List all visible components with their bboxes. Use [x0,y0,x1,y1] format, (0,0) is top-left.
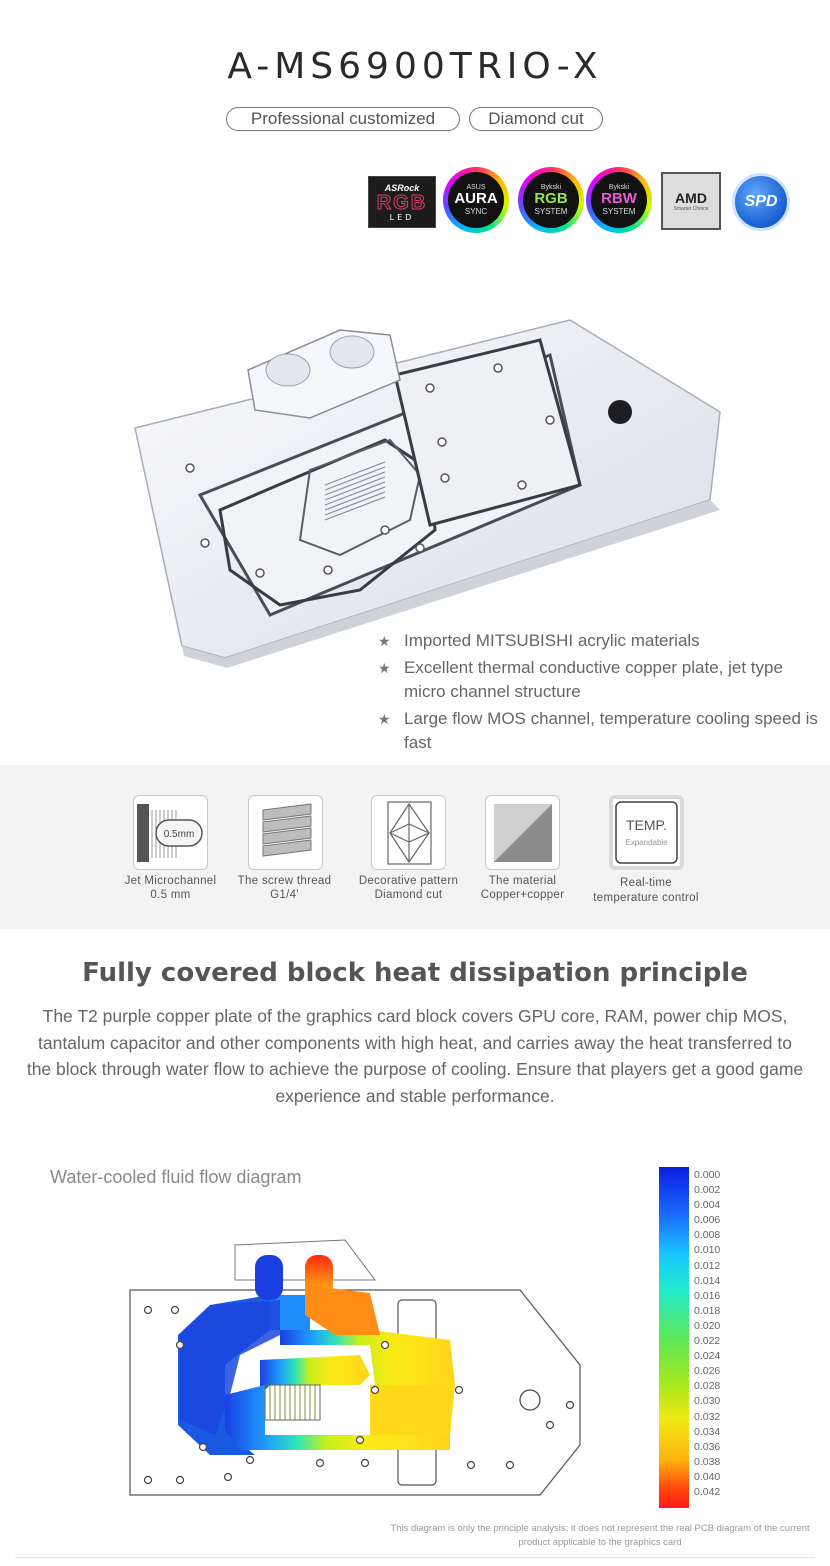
temp-text: TEMP. [626,817,667,833]
label-line2: Diamond cut [374,889,443,901]
scale-label: 0.016 [694,1289,721,1302]
scale-label: 0.000 [694,1169,721,1181]
amd-main-text: AMD [675,190,707,206]
bykski-rgb-main-text: RGB [534,190,568,207]
temp-sub-text: Expandable [625,838,668,847]
scale-label: 0.030 [694,1395,721,1408]
label-line1: Real-time [620,877,672,889]
feature-text: Imported MITSUBISHI acrylic materials [404,631,700,650]
flow-velocity-scale-labels [694,1168,720,1500]
spd-text: SPD [744,193,778,210]
principle-heading: Fully covered block heat dissipation principle [82,958,748,988]
scale-label: 0.036 [694,1440,721,1453]
scale-label: 0.022 [694,1335,721,1348]
feature-item [378,629,818,653]
star-icon: ★ [378,660,391,676]
scale-label: 0.032 [694,1410,721,1423]
spd-logo [732,173,790,231]
principle-paragraph: The T2 purple copper plate of the graphics card block covers GPU core, RAM, power chip MOS, tantalum capacitor and other components with high heat, and carries away the heat transferred to the block through water flow to achieve the purpose of cooling. Ensure that players get a good game experience and stable performance. [26,1006,804,1106]
flow-diagram-title: Water-cooled fluid flow diagram [50,1167,302,1187]
fluid-flow-diagram [120,1235,590,1505]
label-line1: The screw thread [237,875,332,887]
amd-logo [661,172,721,230]
feature-text: Excellent thermal conductive copper plate, jet type micro channel structure [404,658,783,701]
bykski-rbw-sub-text: SYSTEM [602,207,636,216]
scale-label: 0.010 [694,1244,721,1257]
feature-item [378,707,818,755]
scale-label: 0.040 [694,1470,721,1483]
scale-label: 0.026 [694,1365,721,1378]
bottom-divider [15,1557,815,1558]
product-title: A-MS6900TRIO-X [227,46,603,87]
label-line2: Copper+copper [480,889,565,901]
scale-label: 0.038 [694,1455,721,1468]
label-line1: Jet Microchannel [124,875,217,887]
feature-item [378,656,818,704]
asus-aura-sync-logo [443,168,509,232]
scale-label: 0.024 [694,1350,721,1363]
label-line2: temperature control [593,892,699,904]
bykski-rbw-brand-text: Bykski [608,184,630,191]
microchannel-size-text: 0.5mm [163,829,195,840]
diagram-disclaimer-note: This diagram is only the principle analysis; it does not represent the real PCB diagram of the current product applicable to the graphics card [390,1523,810,1548]
temperature-icon [609,795,684,870]
aura-brand-text: ASUS [466,184,486,191]
star-icon: ★ [378,633,391,649]
scale-label: 0.034 [694,1425,721,1438]
screw-thread-icon [248,795,323,870]
scale-label: 0.014 [694,1274,721,1287]
flow-velocity-scale-bar [659,1167,689,1508]
scale-label: 0.012 [694,1259,721,1272]
bykski-rbw-system-logo [586,168,652,232]
scale-label: 0.028 [694,1380,721,1393]
scale-label: 0.004 [694,1199,721,1212]
feature-list [378,629,818,758]
scale-label: 0.018 [694,1304,721,1317]
feature-text: Large flow MOS channel, temperature cooling speed is fast [404,709,818,752]
star-icon: ★ [378,711,391,727]
tag-professional-customized: Professional customized [226,107,460,131]
label-line2: 0.5 mm [150,889,191,901]
amd-sub-text: Smarter Choice [673,206,709,212]
aura-main-text: AURA [454,190,498,207]
diamond-icon [371,795,446,870]
label-line1: Decorative pattern [358,875,459,887]
asrock-brand-text: ASRock [384,182,420,193]
bykski-rgb-sub-text: SYSTEM [534,207,568,216]
aura-sub-text: SYNC [464,207,488,216]
screw-thread-label [222,874,347,902]
asrock-main-text: RGB [376,191,428,214]
bykski-rgb-brand-text: Bykski [540,184,562,191]
copper-material-label [460,874,585,902]
copper-material-icon [485,795,560,870]
scale-label: 0.020 [694,1319,721,1332]
bykski-rbw-main-text: RBW [601,190,637,207]
scale-label: 0.006 [694,1214,721,1227]
scale-label: 0.042 [694,1485,721,1498]
asrock-sub-text: LED [389,212,415,222]
scale-label: 0.008 [694,1229,721,1242]
microchannel-label [108,874,233,902]
label-line1: The material [488,875,557,887]
diamond-label [346,874,471,902]
bykski-rgb-system-logo [518,168,584,232]
scale-label: 0.002 [694,1184,721,1197]
asrock-rgb-led-logo [368,176,436,228]
temperature-label [580,876,712,906]
water-block-product-image [130,300,730,670]
tag-diamond-cut: Diamond cut [469,107,603,131]
microchannel-icon [133,795,208,870]
label-line2: G1/4' [270,889,299,901]
